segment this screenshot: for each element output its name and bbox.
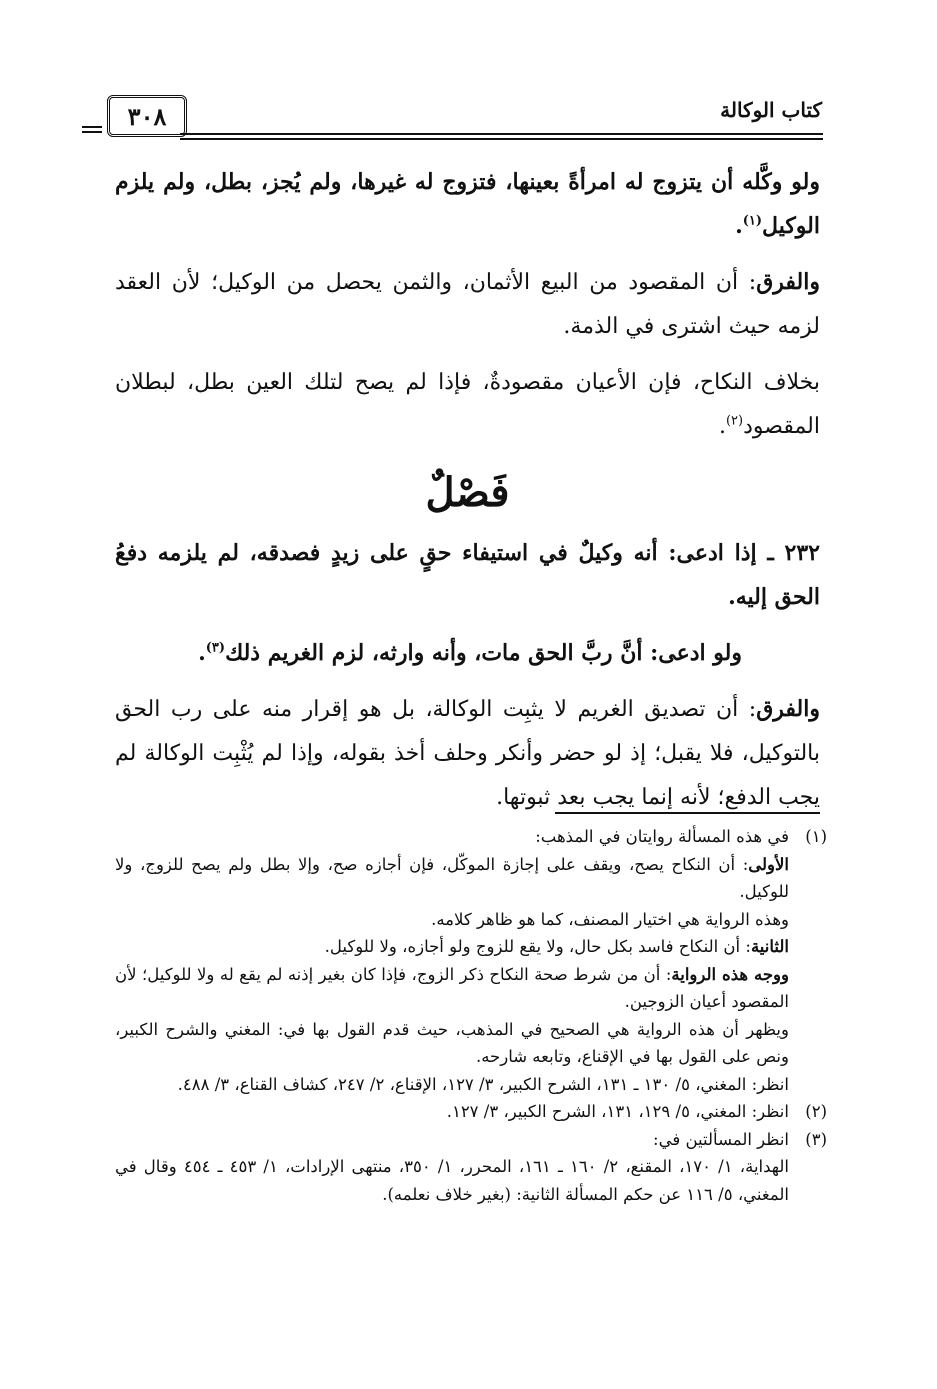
footnote-2-text: انظر: المغني، ٥/ ١٢٩، ١٣١، الشرح الكبير، ٣/ ١٢٧. bbox=[446, 1102, 789, 1121]
paragraph-6 bbox=[115, 687, 820, 820]
header-rule-bottom bbox=[180, 138, 823, 140]
footnote-1-line-4 bbox=[115, 933, 789, 961]
footnote-1-first-text: : أن النكاح يصح، ويقف على إجازة الموكّل، فإن أجازه صح، وإلا بطل ولم يصح للزوج، ولا للوكيل. bbox=[115, 854, 789, 901]
footnote-ref-3: (٣) bbox=[205, 640, 226, 656]
footnote-3-line-2: الهداية، ١/ ١٧٠، المقنع، ٢/ ١٦٠ ـ ١٦١، المحرر، ١/ ٣٥٠، منتهى الإرادات، ١/ ٤٥٣ ـ ٤٥٤ وقال في المغني، ٥/ ١١٦ عن حكم المسألة الثانية: (بغير خلاف نعلمه). bbox=[115, 1157, 789, 1204]
paragraph-4-text: : أنه وكيلٌ في استيفاء حقٍ على زيدٍ فصدقه، لم يلزمه دفعُ الحق إليه. bbox=[115, 540, 820, 610]
footnote-1-line-7: انظر: المغني، ٥/ ١٣٠ ـ ١٣١، الشرح الكبير، ٣/ ١٢٧، الإقناع، ٢/ ٢٤٧، كشاف القناع، ٣/ ٤٨٨. bbox=[177, 1074, 789, 1094]
paragraph-3-text: بخلاف النكاح، فإن الأعيان مقصودةٌ، فإذا لم يصح لتلك العين بطل، لبطلان المقصود bbox=[115, 370, 820, 439]
paragraph-6-text: : أن تصديق الغريم لا يثبِت الوكالة، بل هو إقرار منه على رب الحق بالتوكيل، فلا يقبل؛ إذ لو حضر وأنكر وحلف أخذ بقوله، وإذا لم يُثْبِت الوكالة لم يجب الدفع؛ لأنه إنما يجب بعد ثبوتها. bbox=[115, 697, 820, 810]
paragraph-1-end: . bbox=[735, 213, 743, 239]
footnote-1-line-2 bbox=[115, 851, 789, 906]
paragraph-5-lead: ولو ادعى bbox=[658, 640, 742, 666]
header-rule-top bbox=[180, 133, 823, 135]
footnotes bbox=[115, 823, 827, 1208]
footnote-2 bbox=[115, 1098, 827, 1126]
footnote-1-first-term: الأولى bbox=[748, 854, 789, 874]
paragraph-5-text: : أنَّ ربَّ الحق مات، وأنه وارثه، لزم الغريم ذلك bbox=[225, 640, 659, 666]
paragraph-2 bbox=[115, 260, 820, 349]
footnote-1-mark: (١) bbox=[805, 827, 827, 846]
footnote-1-reason-text: : أن من شرط صحة النكاح ذكر الزوج، فإذا كان بغير إذنه لم يقع له ولا للوكيل؛ لأن المقصود أعيان الزوجين. bbox=[115, 964, 789, 1011]
paragraph-1-text: ولو وكَّله أن يتزوج له امرأةً بعينها، فتزوج له غيرها، ولم يُجز، بطل، ولم يلزم الوكيل bbox=[115, 169, 820, 239]
footnote-1-line-6: ويظهر أن هذه الرواية هي الصحيح في المذهب، حيث قدم القول بها في: المغني والشرح الكبير، ونص على القول بها في الإقناع، وتابعه شارحه. bbox=[115, 1019, 789, 1066]
footnote-1-reason-term: ووجه هذه الرواية bbox=[671, 964, 789, 984]
footnote-1-body bbox=[115, 823, 789, 1098]
paragraph-3 bbox=[115, 361, 820, 449]
footnote-2-mark: (٢) bbox=[805, 1102, 827, 1121]
footnote-1 bbox=[115, 823, 827, 1098]
footnote-3 bbox=[115, 1126, 827, 1209]
footnote-ref-2: (٢) bbox=[725, 413, 744, 429]
footnote-3-body bbox=[115, 1126, 789, 1209]
paragraph-2-text: : أن المقصود من البيع الأثمان، والثمن يحصل من الوكيل؛ لأن العقد لزمه حيث اشترى في الذمة. bbox=[115, 270, 820, 339]
page-number: ٣٠٨ bbox=[107, 95, 187, 137]
paragraph-5 bbox=[115, 631, 820, 675]
footnote-separator bbox=[555, 812, 820, 814]
chapter-title: كتاب الوكالة bbox=[720, 98, 822, 122]
header-rule-left-1 bbox=[82, 126, 102, 128]
footnote-1-second-term: الثانية bbox=[750, 937, 789, 956]
footnote-3-mark: (٣) bbox=[805, 1129, 827, 1149]
paragraph-4-lead: إذا ادعى bbox=[676, 540, 757, 566]
footnote-2-body bbox=[115, 1098, 789, 1126]
footnote-1-line-3: وهذه الرواية هي اختيار المصنف، كما هو ظاهر كلامه. bbox=[431, 909, 789, 929]
header-rule-left-2 bbox=[82, 131, 102, 133]
paragraph-1 bbox=[115, 160, 820, 248]
footnote-3-line-1: انظر المسألتين في: bbox=[653, 1129, 789, 1149]
footnote-ref-1: (١) bbox=[742, 213, 763, 229]
issue-number: ٢٣٢ ـ bbox=[767, 540, 820, 566]
paragraph-4 bbox=[115, 531, 820, 619]
difference-term: والفرق bbox=[756, 269, 820, 295]
paragraph-3-end: . bbox=[718, 414, 726, 439]
footnote-1-line-5 bbox=[115, 961, 789, 1016]
footnote-1-line-1: في هذه المسألة روايتان في المذهب: bbox=[535, 827, 789, 846]
section-heading-ornament: فَصْلٌ bbox=[425, 469, 510, 516]
footnote-1-second-text: : أن النكاح فاسد بكل حال، ولا يقع للزوج ولو أجازه، ولا للوكيل. bbox=[324, 937, 751, 956]
main-text bbox=[115, 160, 820, 832]
paragraph-5-end: . bbox=[198, 640, 206, 666]
difference-term-2: والفرق bbox=[756, 696, 820, 722]
